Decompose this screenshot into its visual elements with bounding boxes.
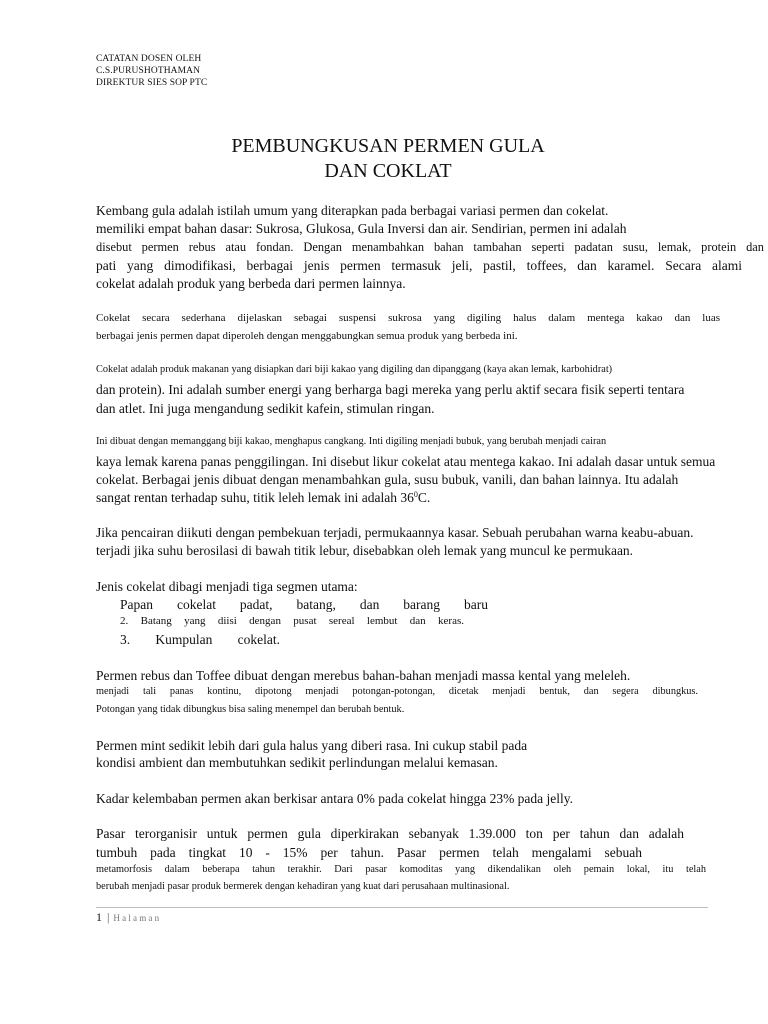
document-title <box>96 134 680 184</box>
paragraph-6-line-1: Permen rebus dan Toffee dibuat dengan merebus bahan-bahan menjadi massa kental yang meleleh. <box>96 668 631 683</box>
title-line-1: PEMBUNGKUSAN PERMEN GULA <box>231 135 545 157</box>
page-footer <box>96 910 161 925</box>
celsius-unit: C. <box>417 490 431 505</box>
paragraph-9-line-1: Pasar terorganisir untuk permen gula diperkirakan sebanyak 1.39.000 ton per tahun dan adalah <box>96 826 684 841</box>
paragraph-4-line-3: cokelat. Berbagai jenis dibuat dengan menambahkan gula, susu bubuk, vanili, dan bahan lainnya. Itu adalah <box>96 472 679 487</box>
paragraph-5-line-1: Jika pencairan diikuti dengan pembekuan terjadi, permukaannya kasar. Sebuah perubahan warna keabu-abuan. <box>96 525 694 540</box>
paragraph-1-line-5: cokelat adalah produk yang berbeda dari permen lainnya. <box>96 276 406 291</box>
paragraph-9-line-3: metamorfosis dalam beberapa tahun terakhir. Dari pasar komoditas yang dikendalikan oleh pemain lokal, itu telah <box>96 864 706 875</box>
paragraph-3-line-3: dan atlet. Ini juga mengandung sedikit kafein, stimulan ringan. <box>96 401 435 416</box>
paragraph-8-line-1: Kadar kelembaban permen akan berkisar antara 0% pada cokelat hingga 23% pada jelly. <box>96 791 574 806</box>
header-line-2: C.S.PURUSHOTHAMAN <box>96 66 201 76</box>
header-line-3: DIREKTUR SIES SOP PTC <box>96 78 208 88</box>
list-item-2: 2. Batang yang diisi dengan pusat sereal lembut dan keras. <box>120 615 464 627</box>
paragraph-2-line-1: Cokelat secara sederhana dijelaskan sebagai suspensi sukrosa yang digiling halus dalam mentega kakao dan luas <box>96 312 720 324</box>
melting-point-text: sangat rentan terhadap suhu, titik leleh lemak ini adalah 36 <box>96 490 414 505</box>
paragraph-9-line-2: tumbuh pada tingkat 10 - 15% per tahun. Pasar permen telah mengalami sebuah <box>96 845 642 860</box>
paragraph-2-line-2: berbagai jenis permen dapat diperoleh dengan menggabungkan semua produk yang berbeda ini. <box>96 330 518 342</box>
footer-separator: | <box>107 910 110 924</box>
paragraph-4-line-4 <box>96 490 430 506</box>
paragraph-1-line-1: Kembang gula adalah istilah umum yang diterapkan pada berbagai variasi permen dan cokelat. <box>96 203 609 218</box>
paragraph-4-line-1: Ini dibuat dengan memanggang biji kakao, menghapus cangkang. Inti digiling menjadi bubuk, yang berubah menjadi cairan <box>96 436 607 447</box>
header-line-1: CATATAN DOSEN OLEH <box>96 54 202 64</box>
paragraph-3-line-1: Cokelat adalah produk makanan yang disiapkan dari biji kakao yang digiling dan dipanggang (kaya akan lemak, karbohidrat) <box>96 364 613 375</box>
list-intro: Jenis cokelat dibagi menjadi tiga segmen utama: <box>96 579 358 594</box>
degree-superscript: 0 <box>413 490 418 499</box>
paragraph-1-line-4: pati yang dimodifikasi, berbagai jenis permen termasuk jeli, pastil, toffees, dan karamel. Secara alami <box>96 258 742 273</box>
list-item-1: Papan cokelat padat, batang, dan barang baru <box>120 597 488 612</box>
paragraph-1-line-3: disebut permen rebus atau fondan. Dengan menambahkan bahan tambahan seperti padatan susu, lemak, protein dan <box>96 240 764 254</box>
footer-divider <box>96 907 708 908</box>
paragraph-7-line-1: Permen mint sedikit lebih dari gula halus yang diberi rasa. Ini cukup stabil pada <box>96 738 528 753</box>
document-header <box>96 53 207 89</box>
title-line-2: DAN COKLAT <box>324 160 452 182</box>
paragraph-1-line-2: memiliki empat bahan dasar: Sukrosa, Glukosa, Gula Inversi dan air. Sendirian, permen ini adalah <box>96 221 627 236</box>
paragraph-5-line-2: terjadi jika suhu berosilasi di bawah titik lebur, disebabkan oleh lemak yang muncul ke permukaan. <box>96 543 634 558</box>
paragraph-7-line-2: kondisi ambient dan membutuhkan sedikit perlindungan melalui kemasan. <box>96 755 498 770</box>
paragraph-6-line-2: menjadi tali panas kontinu, dipotong menjadi potongan-potongan, dicetak menjadi bentuk, dan segera dibungkus. <box>96 686 698 697</box>
paragraph-9-line-4: berubah menjadi pasar produk bermerek dengan kehadiran yang kuat dari perusahaan multinasional. <box>96 881 510 892</box>
paragraph-3-line-2: dan protein). Ini adalah sumber energi yang berharga bagi mereka yang perlu aktif secara fisik seperti tentara <box>96 382 685 397</box>
paragraph-4-line-2: kaya lemak karena panas penggilingan. Ini disebut likur cokelat atau mentega kakao. Ini adalah dasar untuk semua <box>96 454 716 469</box>
paragraph-6-line-3: Potongan yang tidak dibungkus bisa saling menempel dan berubah bentuk. <box>96 704 405 715</box>
page-number: 1 <box>96 910 102 924</box>
page-label: Halaman <box>113 913 162 923</box>
list-item-3: 3. Kumpulan cokelat. <box>120 632 280 647</box>
